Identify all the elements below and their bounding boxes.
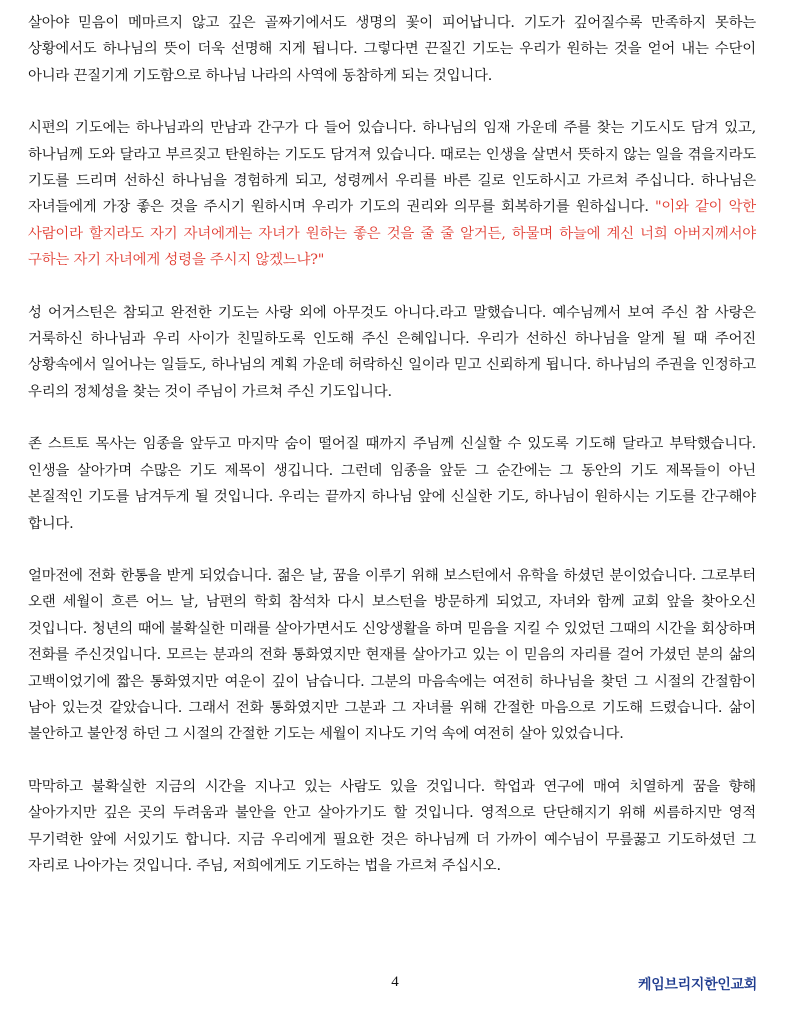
- paragraph-6-text: 막막하고 불확실한 지금의 시간을 지나고 있는 사람도 있을 것입니다. 학업과 연구에 매여 치열하게 꿈을 향해 살아가지만 깊은 곳의 두려움과 불안을 안고 살아가기도 할 것입니다. 영적으로 단단해지기 위해 씨름하지만 영적 무기력한 앞에 서있기도 합니다. 지금 우리에게 필요한 것은 하나님께 더 가까이 예수님이 무릎꿇고 기도하셨던 그 자리로 나아가는 것입니다. 주님, 저희에게도 기도하는 법을 가르쳐 주십시오.: [28, 778, 756, 874]
- scripture-quote: "이와 같이 악한 사람이라 할지라도 자기 자녀에게는 자녀가 원하는 좋은 것을 줄 줄 알거든, 하물며 하늘에 계신 너희 아버지께서야 구하는 자기 자녀에게 성령을 주시지 않겠느냐?": [28, 199, 756, 269]
- paragraph-6: [28, 774, 756, 880]
- paragraph-5-text: 얼마전에 전화 한통을 받게 되었습니다. 젊은 날, 꿈을 이루기 위해 보스턴에서 유학을 하셨던 분이었습니다. 그로부터 오랜 세월이 흐른 어느 날, 남편의 학회 참석차 다시 보스턴을 방문하게 되었고, 자녀와 함께 교회 앞을 찾아오신 것입니다. 청년의 때에 불확실한 미래를 살아가면서도 신앙생활을 하며 믿음을 지킬 수 있었던 그때의 시간을 회상하며 전화를 주신것입니다. 모르는 분과의 전화 통화였지만 현재를 살아가고 있는 이 믿음의 자리를 걸어 가셨던 분의 삶의 고백이었기에 짧은 통화였지만 여운이 깊이 남습니다. 그분의 마음속에는 여전히 하나님을 찾던 그 시절의 간절함이 남아 있는것 같았습니다. 그래서 전화 통화였지만 그분과 그 자녀를 위해 간절한 마음으로 기도해 드렸습니다. 삶이 불안하고 불안정 하던 그 시절의 간절한 기도는 세월이 지나도 기억 속에 여전히 살아 있었습니다.: [28, 567, 756, 743]
- paragraph-3-text: 성 어거스틴은 참되고 완전한 기도는 사랑 외에 아무것도 아니다.라고 말했습니다. 예수님께서 보여 주신 참 사랑은 거룩하신 하나님과 우리 사이가 친밀하도록 인도해 주신 은혜입니다. 우리가 선하신 하나님을 알게 될 때 주어진 상황속에서 일어나는 일들도, 하나님의 계획 가운데 허락하신 일이라 믿고 신뢰하게 됩니다. 하나님의 주권을 인정하고 우리의 정체성을 찾는 것이 주님이 가르쳐 주신 기도입니다.: [28, 304, 756, 400]
- paragraph-2-text: 시편의 기도에는 하나님과의 만남과 간구가 다 들어 있습니다. 하나님의 임재 가운데 주를 찾는 기도시도 담겨 있고, 하나님께 도와 달라고 부르짖고 탄원하는 기도도 담겨져 있습니다. 때로는 인생을 살면서 뜻하지 않는 일을 겪을지라도 기도를 드리며 선하신 하나님을 경험하게 되고, 성령께서 우리를 바른 길로 인도하시고 가르쳐 주십니다. 하나님은 자녀들에게 가장 좋은 것을 주시기 원하시며 우리가 기도의 권리와 의무를 회복하기를 원하십니다.: [28, 120, 756, 216]
- paragraph-1-text: 살아야 믿음이 메마르지 않고 깊은 골짜기에서도 생명의 꽃이 피어납니다. 기도가 깊어질수록 만족하지 못하는 상황에서도 하나님의 뜻이 더욱 선명해 지게 됩니다. 그렇다면 끈질긴 기도는 우리가 원하는 것을 얻어 내는 수단이 아니라 끈질기게 기도함으로 하나님 나라의 사역에 동참하게 되는 것입니다.: [28, 15, 756, 84]
- paragraph-5: [28, 563, 756, 748]
- paragraph-1: [28, 10, 756, 89]
- paragraph-4: [28, 431, 756, 537]
- page-number: 4: [391, 974, 399, 990]
- page-footer: [0, 968, 793, 1004]
- paragraph-3: [28, 300, 756, 406]
- paragraph-4-text: 존 스트토 목사는 임종을 앞두고 마지막 숨이 떨어질 때까지 주님께 신실할 수 있도록 기도해 달라고 부탁했습니다. 인생을 살아가며 수많은 기도 제목이 생깁니다. 그런데 임종을 앞둔 그 순간에는 그 동안의 기도 제목들이 아닌 본질적인 기도를 남겨두게 될 것입니다. 우리는 끝까지 하나님 앞에 신실한 기도, 하나님이 원하시는 기도를 간구해야 합니다.: [28, 436, 756, 532]
- document-body: [28, 10, 756, 905]
- paragraph-2: [28, 115, 756, 273]
- church-name: 케임브리지한인교회: [637, 977, 757, 993]
